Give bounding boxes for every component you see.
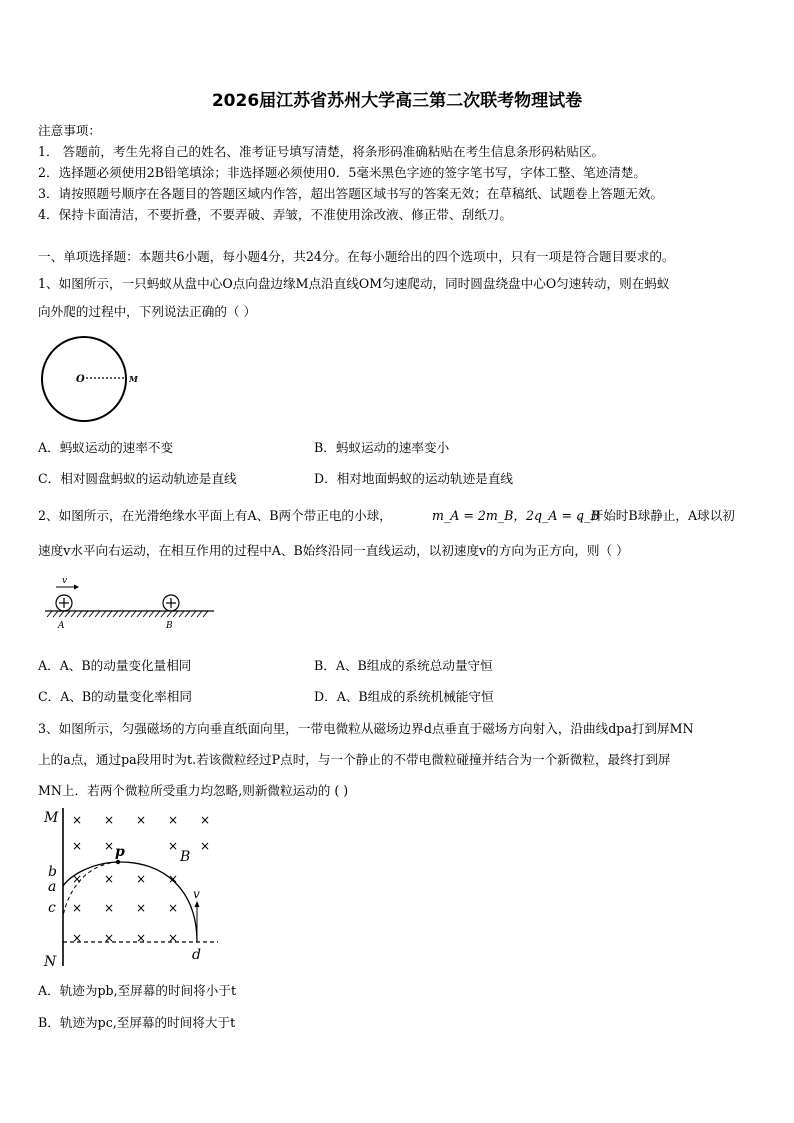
field-cross-mark: ×	[72, 813, 83, 827]
field-crosses	[72, 813, 210, 945]
field-cross-mark: ×	[104, 813, 115, 827]
page-title: 2026届江苏省苏州大学高三第二次联考物理试卷	[211, 91, 583, 111]
field-cross-mark: ×	[168, 872, 179, 886]
label-n: N	[44, 954, 57, 970]
q2-option-a[interactable]: A．A、B的动量变化量相同	[38, 658, 192, 673]
ground-hatching	[47, 611, 208, 617]
field-cross-mark: ×	[136, 931, 147, 945]
label-a-point: a	[48, 879, 57, 895]
notes-item: 1． 答题前，考生先将自己的姓名、准考证号填写清楚，将条形码准确粘贴在考生信息条形码粘贴区。	[38, 144, 605, 159]
q2-stem-line1b: 。开始时B球静止，A球以初	[578, 508, 735, 523]
field-cross-mark: ×	[200, 839, 211, 853]
q1-stem-line1: 1、如图所示，一只蚂蚁从盘中心O点向盘边缘M点沿直线OM匀速爬动，同时圆盘绕盘中心O匀速转动，则在蚂蚁	[38, 276, 670, 291]
field-cross-mark: ×	[72, 872, 83, 886]
label-m: M	[44, 810, 59, 826]
field-cross-mark: ×	[104, 872, 115, 886]
field-cross-mark: ×	[168, 931, 179, 945]
velocity-arrowhead	[74, 585, 79, 590]
q2-stem-line2: 速度v水平向右运动，在相互作用的过程中A、B始终沿同一直线运动，以初速度v的方向为正方向，则（ ）	[38, 543, 629, 558]
field-cross-mark: ×	[136, 813, 147, 827]
q1-stem-line2: 向外爬的过程中，下列说法正确的（ ）	[38, 304, 257, 319]
q2-option-c[interactable]: C．A、B的动量变化率相同	[38, 689, 192, 704]
q1-option-d[interactable]: D．相对地面蚂蚁的运动轨迹是直线	[314, 471, 514, 486]
field-cross-mark: ×	[168, 901, 179, 915]
q3-stem-line2: 上的a点，通过pa段用时为t.若该微粒经过P点时，与一个静止的不带电微粒碰撞并结合为一个新微粒，最终打到屏	[38, 752, 671, 767]
field-cross-mark: ×	[168, 813, 179, 827]
field-cross-mark: ×	[136, 872, 147, 886]
field-cross-mark: ×	[104, 901, 115, 915]
notes-item: 2．选择题必须使用2B铅笔填涂；非选择题必须使用0．5毫米黑色字迹的签字笔书写，字体工整、笔迹清楚。	[38, 165, 647, 180]
q1-option-b[interactable]: B．蚂蚁运动的速率变小	[314, 440, 450, 455]
field-cross-mark: ×	[72, 839, 83, 853]
q2-option-b[interactable]: B．A、B组成的系统总动量守恒	[314, 658, 493, 673]
q3-magnetic-field-figure	[40, 806, 225, 971]
q2-stem-line1a: 2、如图所示，在光滑绝缘水平面上有A、B两个带正电的小球，	[38, 508, 392, 523]
label-m: M	[129, 374, 138, 384]
point-p	[116, 860, 120, 864]
field-cross-mark: ×	[200, 813, 211, 827]
section-heading: 一、单项选择题：本题共6小题，每小题4分，共24分。在每小题给出的四个选项中，只有一项是符合题目要求的。	[38, 249, 675, 264]
q1-disk-figure	[38, 332, 138, 427]
field-cross-mark: ×	[136, 901, 147, 915]
field-cross-mark: ×	[72, 901, 83, 915]
label-a: A	[58, 621, 65, 631]
field-cross-mark: ×	[104, 931, 115, 945]
label-v: v	[193, 887, 200, 901]
q3-stem-line1: 3、如图所示，匀强磁场的方向垂直纸面向里，一带电微粒从磁场边界d点垂直于磁场方向射入，沿曲线dpa打到屏MN	[38, 721, 694, 736]
q3-option-a[interactable]: A．轨迹为pb,至屏幕的时间将小于t	[38, 983, 237, 998]
q2-balls-figure	[42, 572, 222, 632]
label-p: p	[115, 844, 125, 860]
field-cross-mark: ×	[104, 839, 115, 853]
q2-formula: m_A = 2m_B，2q_A = q_B	[432, 508, 600, 523]
velocity-label: v	[62, 576, 68, 586]
field-cross-mark: ×	[72, 931, 83, 945]
label-b-point: b	[48, 864, 57, 880]
velocity-arrowhead	[195, 901, 200, 907]
q3-stem-line3: MN上．若两个微粒所受重力均忽略,则新微粒运动的 ( )	[38, 783, 349, 798]
label-b: B	[166, 621, 173, 631]
notes-item: 4．保持卡面清洁，不要折叠，不要弄破、弄皱，不准使用涂改液、修正带、刮纸刀。	[38, 207, 512, 222]
label-d: d	[192, 947, 201, 963]
label-field-b: B	[180, 849, 191, 865]
q1-option-c[interactable]: C．相对圆盘蚂蚁的运动轨迹是直线	[38, 471, 237, 486]
label-c-point: c	[48, 900, 56, 916]
notes-item: 3．请按照题号顺序在各题目的答题区域内作答，超出答题区域书写的答案无效；在草稿纸、试题卷上答题无效。	[38, 186, 664, 201]
field-cross-mark: ×	[168, 839, 179, 853]
label-o: O	[76, 374, 85, 385]
q3-option-b[interactable]: B．轨迹为pc,至屏幕的时间将大于t	[38, 1015, 236, 1030]
q1-option-a[interactable]: A．蚂蚁运动的速率不变	[38, 440, 174, 455]
q2-option-d[interactable]: D．A、B组成的系统机械能守恒	[314, 689, 494, 704]
notes-heading: 注意事项：	[38, 123, 101, 138]
